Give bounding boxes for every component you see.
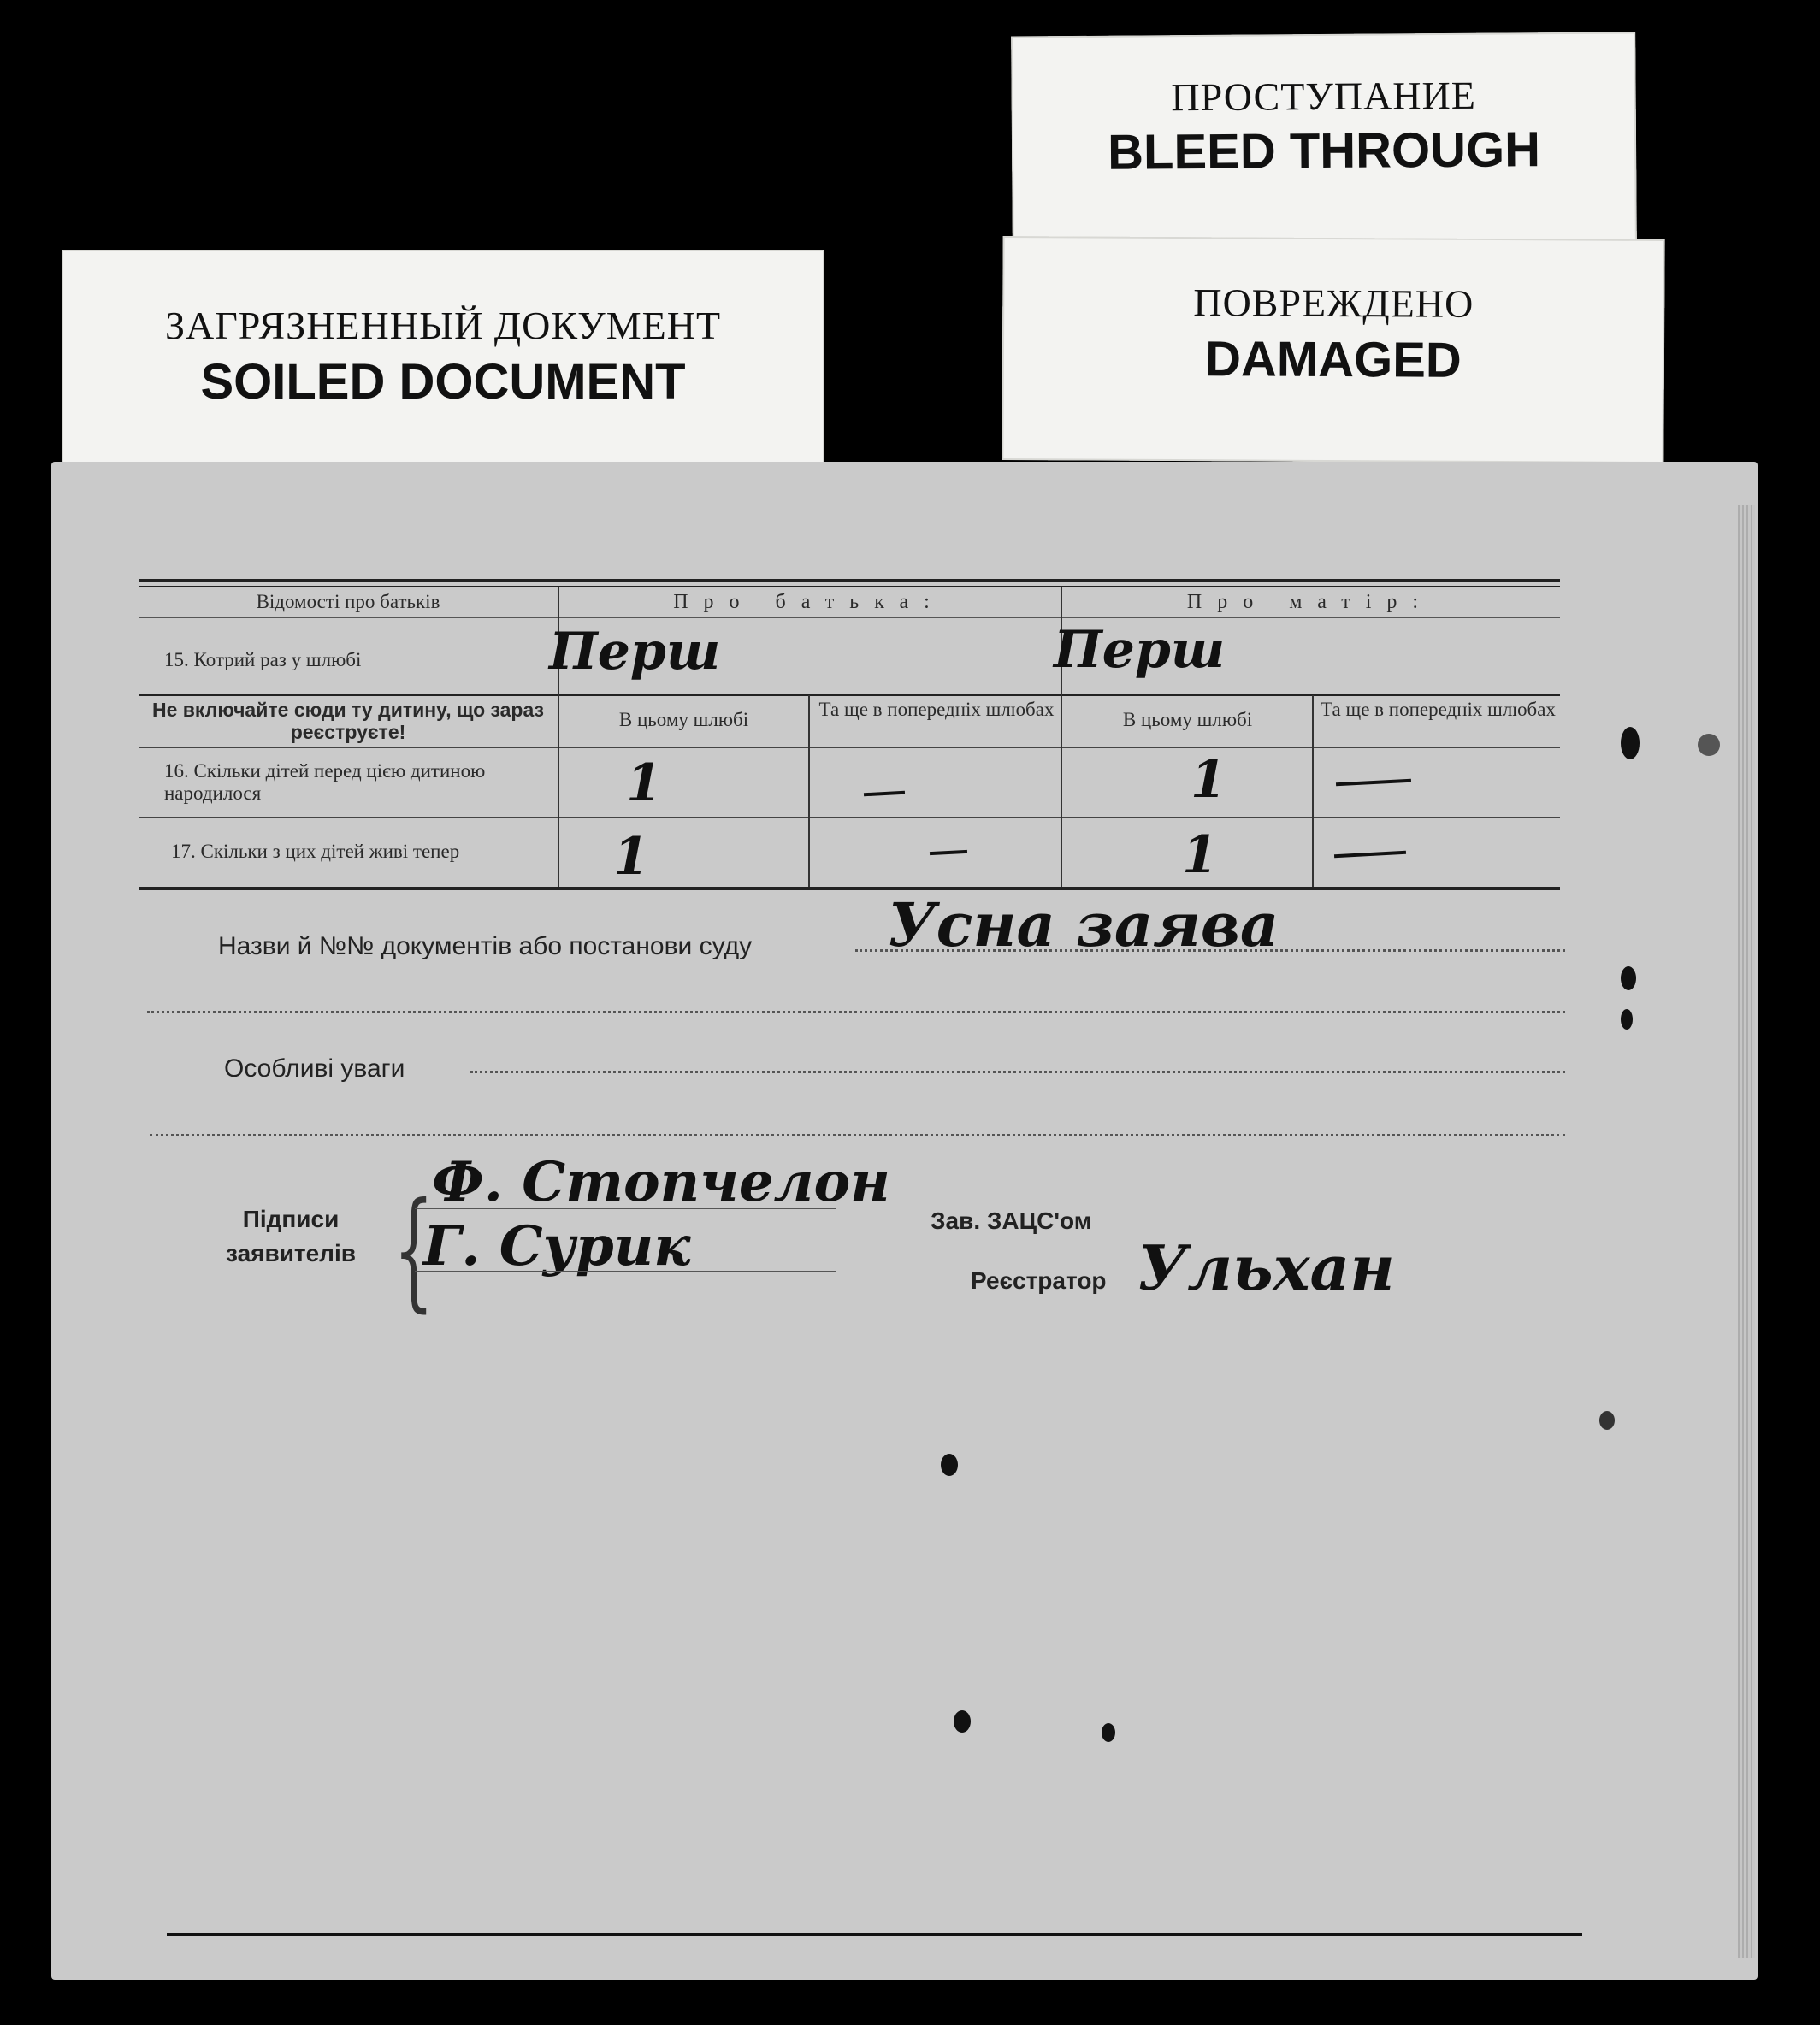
ink-spot <box>1698 734 1720 756</box>
applicants-brace: { <box>393 1176 434 1325</box>
parents-info-table <box>139 579 1560 889</box>
registrar-signature: Ульхан <box>1138 1231 1395 1304</box>
applicants-label: Підписи заявителів <box>226 1206 356 1266</box>
applicant-2-signature: Г. Сурик <box>423 1214 691 1278</box>
row15-rule <box>139 694 1560 696</box>
documents-dotline-2 <box>147 1011 1565 1013</box>
subheader-rule <box>139 747 1560 748</box>
documents-label: Назви й №№ документів або постанови суду <box>218 932 753 960</box>
applicant-1-signature: Ф. Стопчелон <box>432 1150 890 1214</box>
ink-spot <box>941 1454 958 1476</box>
bleed-label-ru: ПРОСТУПАНИЕ <box>1171 73 1477 120</box>
header-label: Відомості про батьків <box>256 591 440 612</box>
row16-rule <box>139 817 1560 818</box>
applicant-1-line <box>415 1208 836 1209</box>
ink-spot <box>1599 1411 1615 1430</box>
row15-mother-value: Перш <box>1054 620 1226 680</box>
header-rule <box>139 617 1560 618</box>
ink-spot <box>1102 1723 1115 1742</box>
documents-value: Усна заява <box>888 889 1279 960</box>
row15-label: 15. Котрий раз у шлюбі <box>164 649 362 670</box>
father-this-marriage-header: В цьому шлюбі <box>618 709 749 730</box>
soiled-label-en: SOILED DOCUMENT <box>200 354 686 410</box>
table-top-rule-2 <box>139 586 1560 587</box>
mother-previous-header: Та ще в попередніх шлюбах <box>1321 699 1556 720</box>
damaged-label <box>1002 236 1664 463</box>
remarks-label: Особливі уваги <box>224 1054 405 1083</box>
soiled-label-ru: ЗАГРЯЗНЕННЫЙ ДОКУМЕНТ <box>164 304 722 347</box>
row17-label: 17. Скільки з цих дітей живі тепер <box>171 841 460 862</box>
bleed-through-label <box>1011 32 1637 246</box>
row16-mother-previous <box>1336 779 1411 787</box>
row16-father-this: 1 <box>626 753 662 813</box>
table-bottom-rule <box>139 887 1560 890</box>
remarks-dotline-2 <box>150 1134 1565 1136</box>
applicant-2-line <box>415 1271 836 1272</box>
soiled-document-label <box>62 250 824 463</box>
father-header: Про батька: <box>673 591 945 613</box>
row17-mother-previous <box>1334 851 1406 858</box>
exclude-note: Не включайте сюди ту дитину, що зараз реєструєте! <box>151 699 544 743</box>
mother-this-marriage-header: В цьому шлюбі <box>1122 709 1253 730</box>
col-divider-2 <box>808 695 810 887</box>
ink-spot <box>1621 727 1640 759</box>
damaged-label-ru: ПОВРЕЖДЕНО <box>1193 280 1474 326</box>
table-top-rule <box>139 579 1560 582</box>
row17-mother-this: 1 <box>1182 825 1218 885</box>
remarks-dotline <box>470 1071 1565 1073</box>
row17-father-this: 1 <box>613 827 649 887</box>
row16-father-previous <box>864 791 905 797</box>
row16-label: 16. Скільки дітей перед цією дитиною народилося <box>164 760 486 804</box>
ink-spot <box>954 1710 971 1733</box>
bleed-label-en: BLEED THROUGH <box>1107 121 1541 180</box>
row16-mother-this: 1 <box>1191 750 1226 810</box>
head-label: Зав. ЗАЦС'ом <box>931 1207 1092 1234</box>
sheet-edge <box>1738 505 1755 1958</box>
ink-spot <box>1621 966 1636 990</box>
registrar-label: Реєстратор <box>971 1267 1107 1294</box>
row17-father-previous <box>930 850 967 855</box>
father-previous-header: Та ще в попередніх шлюбах <box>818 699 1055 720</box>
documents-dotline <box>855 949 1565 952</box>
row15-father-value: Перш <box>549 622 721 682</box>
ink-spot <box>1621 1009 1633 1030</box>
col-divider-4 <box>1312 695 1314 887</box>
bottom-rule <box>167 1933 1582 1936</box>
damaged-label-en: DAMAGED <box>1204 331 1462 388</box>
mother-header: Про матір: <box>1186 591 1434 613</box>
